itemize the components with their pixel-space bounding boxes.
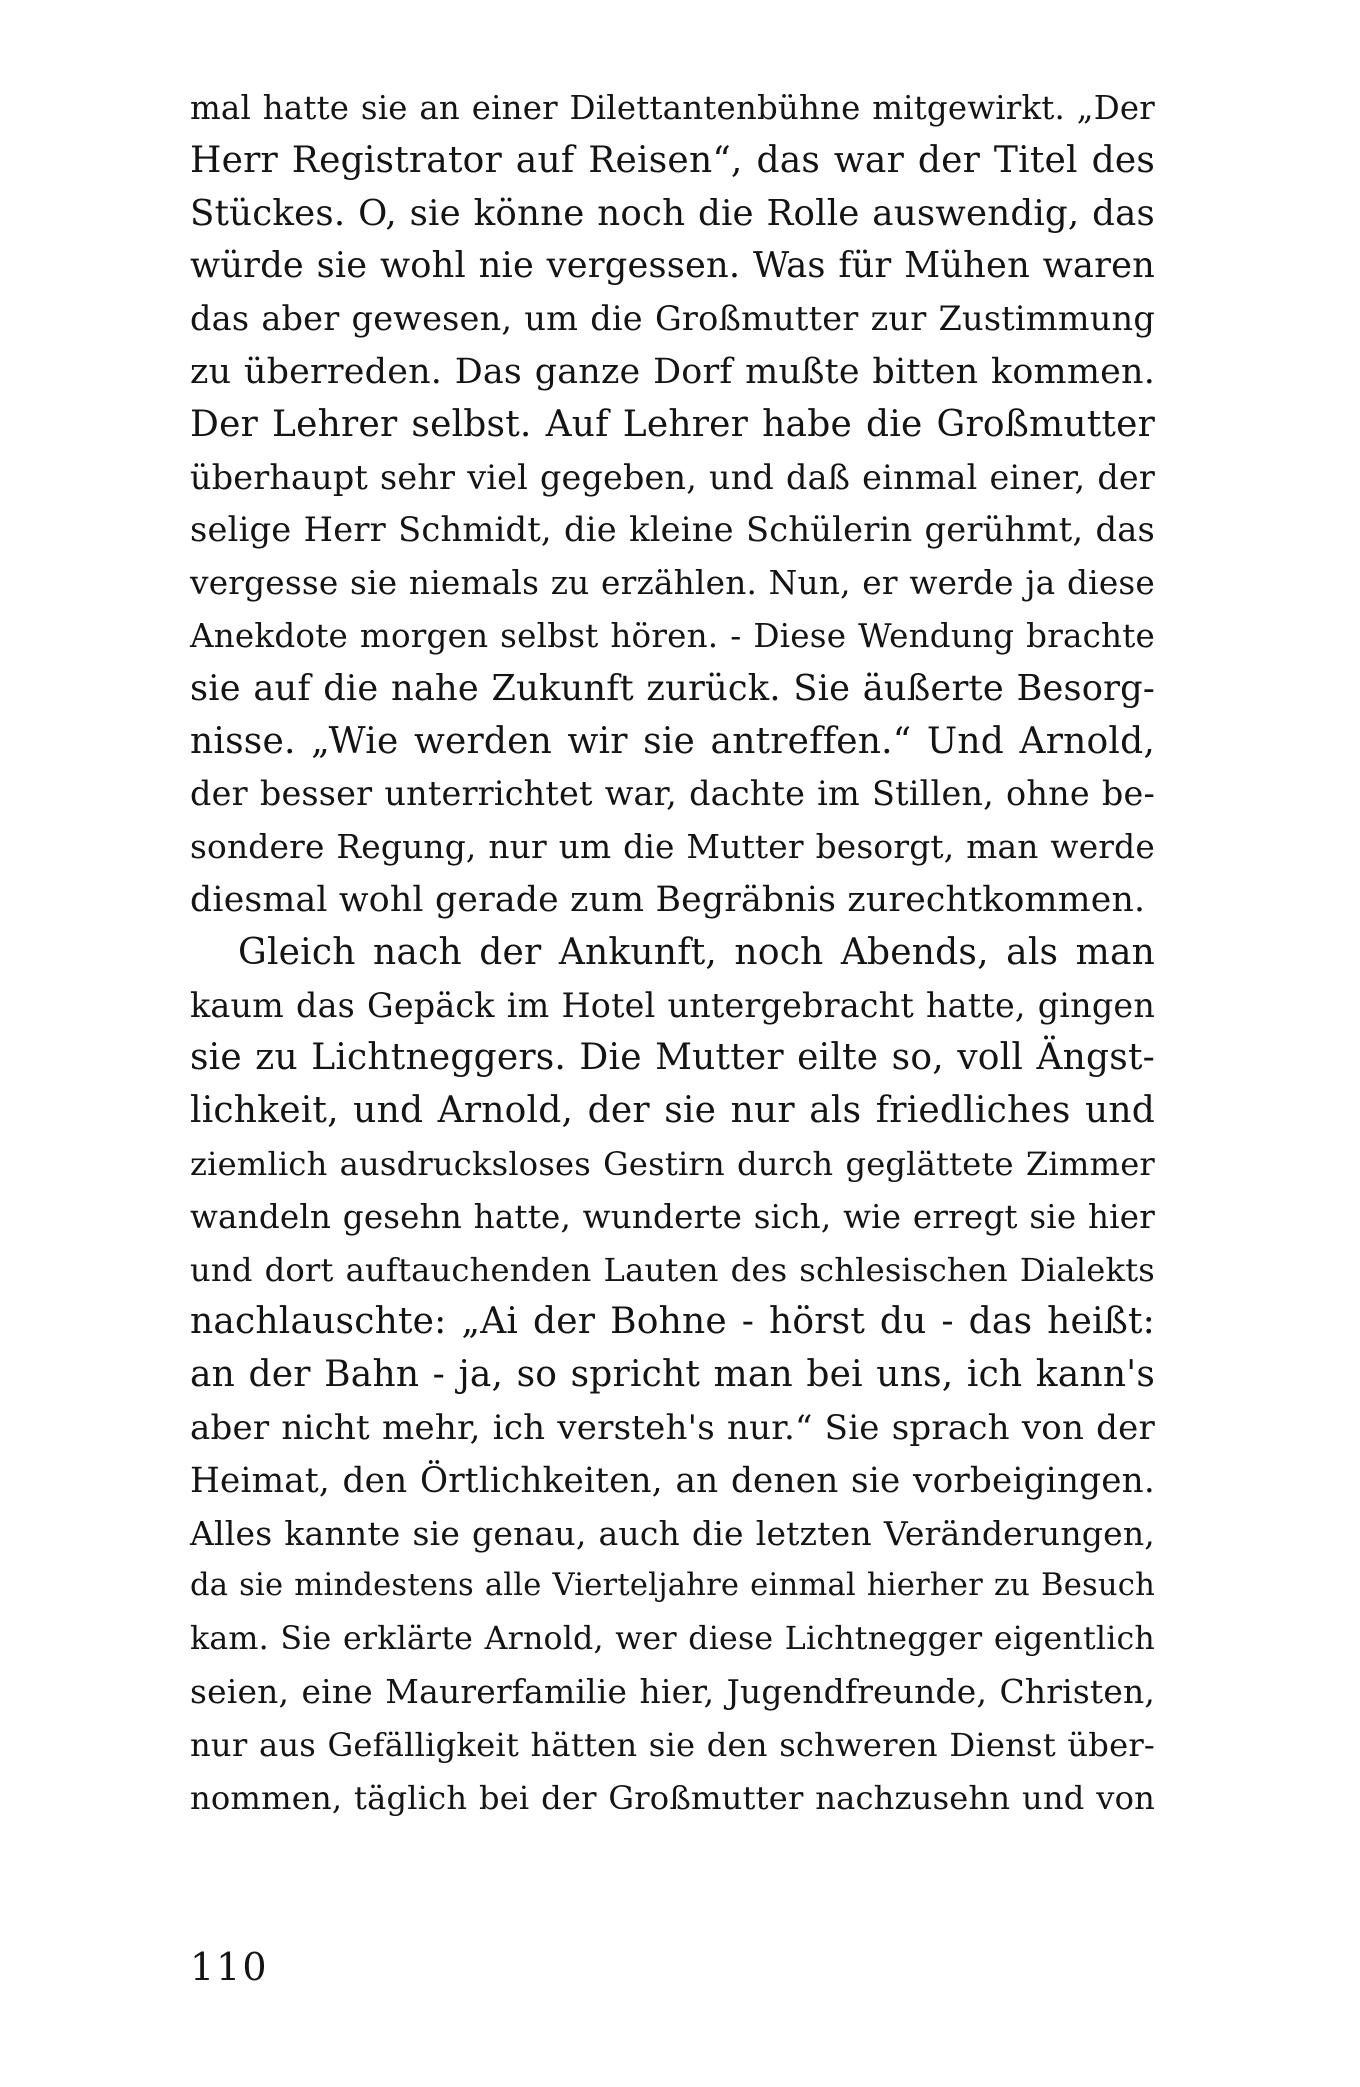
- text-line: nisse. „Wie werden wir sie antreffen.“ Und Arnold,: [190, 720, 1155, 762]
- text-line: das aber gewesen, um die Großmutter zur Zustimmung: [190, 299, 1155, 339]
- text-line: an der Bahn - ja, so spricht man bei uns, ich kann's: [190, 1354, 1155, 1396]
- text-line: wandeln gesehn hatte, wunderte sich, wie erregt sie hier: [190, 1197, 1155, 1236]
- text-line: Heimat, den Örtlichkeiten, an denen sie vorbeigingen.: [190, 1460, 1155, 1501]
- text-line: Stückes. O, sie könne noch die Rolle auswendig, das: [190, 192, 1155, 234]
- text-line: sie auf die nahe Zukunft zurück. Sie äußerte Besorg-: [190, 667, 1155, 709]
- text-line: vergesse sie niemals zu erzählen. Nun, er werde ja diese: [190, 564, 1155, 603]
- text-line: lichkeit, und Arnold, der sie nur als friedliches und: [190, 1090, 1155, 1132]
- text-line: Alles kannte sie genau, auch die letzten Veränderungen,: [190, 1513, 1155, 1553]
- text-line: seien, eine Maurerfamilie hier, Jugendfreunde, Christen,: [190, 1671, 1155, 1711]
- text-line: Anekdote morgen selbst hören. - Diese Wendung brachte: [190, 616, 1155, 655]
- text-line: aber nicht mehr, ich versteh's nur.“ Sie sprach von der: [190, 1407, 1155, 1448]
- text-line: würde sie wohl nie vergessen. Was für Mühen waren: [190, 245, 1155, 287]
- text-line: nachlauschte: „Ai der Bohne - hörst du - das heißt:: [190, 1301, 1155, 1343]
- text-line: sondere Regung, nur um die Mutter besorgt, man werde: [190, 828, 1155, 867]
- text-line: Der Lehrer selbst. Auf Lehrer habe die Großmutter: [190, 403, 1155, 445]
- text-line: zu überreden. Das ganze Dorf mußte bitten kommen.: [190, 351, 1155, 392]
- text-line: der besser unterrichtet war, dachte im Stillen, ohne be-: [190, 774, 1155, 814]
- text-line: mal hatte sie an einer Dilettantenbühne mitgewirkt. „Der: [190, 89, 1155, 127]
- text-line: nur aus Gefälligkeit hätten sie den schweren Dienst über-: [190, 1725, 1155, 1764]
- text-line: und dort auftauchenden Lauten des schlesischen Dialekts: [190, 1250, 1155, 1289]
- text-line: Herr Registrator auf Reisen“, das war der Titel des: [190, 139, 1155, 181]
- page-number: 110: [190, 1945, 269, 1989]
- text-line: selige Herr Schmidt, die kleine Schülerin gerühmt, das: [190, 510, 1155, 550]
- text-line: sie zu Lichtneggers. Die Mutter eilte so, voll Ängst-: [190, 1037, 1155, 1079]
- text-line: überhaupt sehr viel gegeben, und daß einmal einer, der: [190, 457, 1155, 497]
- text-line: kam. Sie erklärte Arnold, wer diese Lichtnegger eigentlich: [190, 1621, 1155, 1658]
- paragraph-start-line: Gleich nach der Ankunft, noch Abends, als man: [238, 931, 1155, 973]
- text-line: kaum das Gepäck im Hotel untergebracht hatte, gingen: [190, 985, 1155, 1025]
- text-line: nommen, täglich bei der Großmutter nachzusehn und von: [190, 1778, 1155, 1817]
- paragraph-end-line: diesmal wohl gerade zum Begräbnis zurechtkommen.: [190, 879, 1146, 920]
- body-text: [190, 82, 1155, 1824]
- text-line: ziemlich ausdrucksloses Gestirn durch geglättete Zimmer: [190, 1144, 1155, 1183]
- text-line: da sie mindestens alle Vierteljahre einmal hierher zu Besuch: [190, 1568, 1155, 1604]
